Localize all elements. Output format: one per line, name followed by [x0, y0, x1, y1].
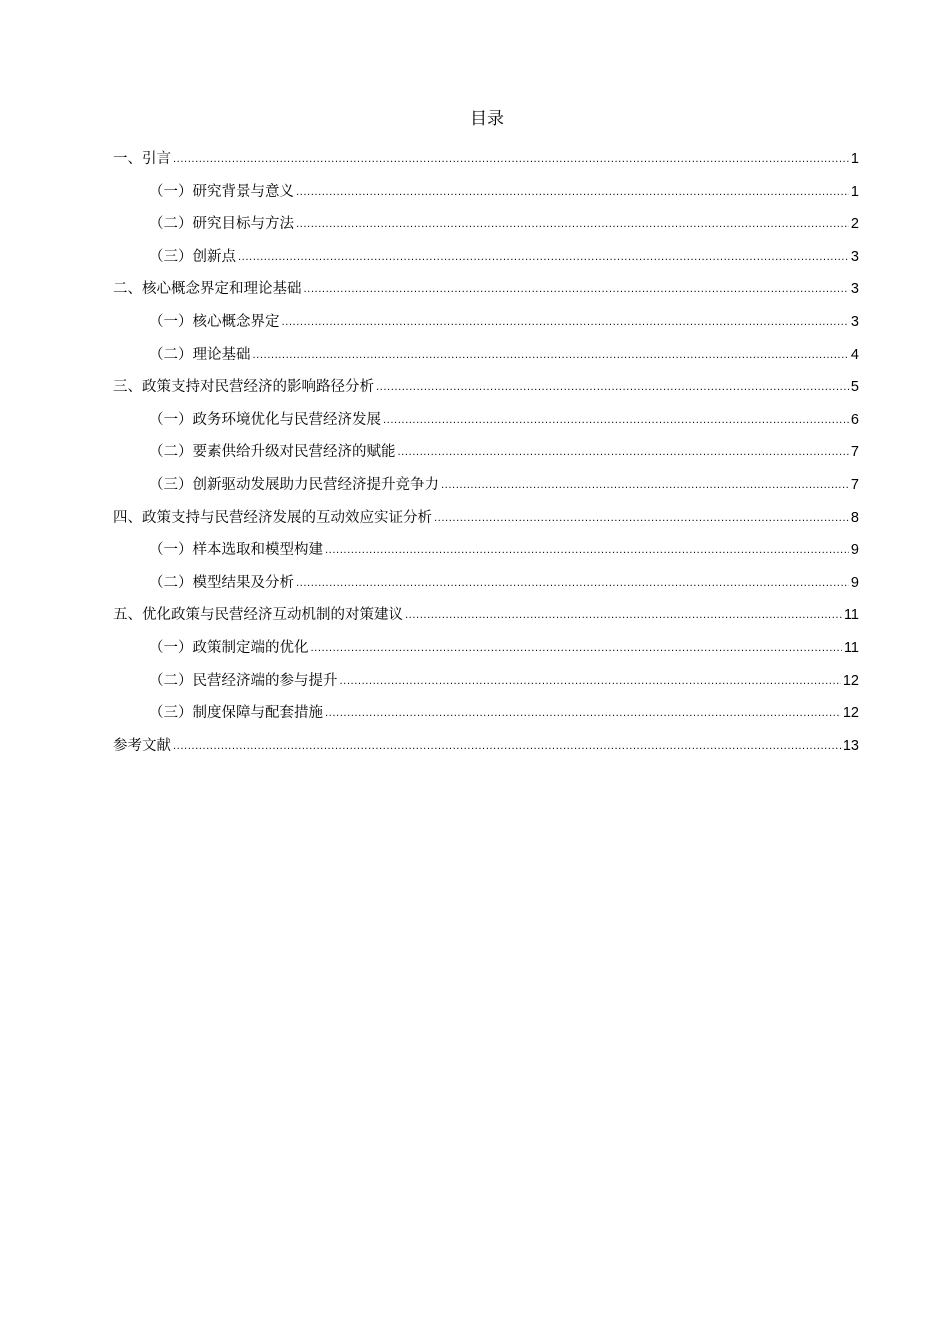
toc-entry-label: （一）样本选取和模型构建	[149, 542, 323, 559]
toc-entry[interactable]	[113, 567, 859, 600]
toc-entry-page: 12	[842, 705, 859, 722]
toc-entry-label: （二）民营经济端的参与提升	[149, 672, 338, 689]
toc-entry-label: 三、政策支持对民营经济的影响路径分析	[113, 379, 374, 396]
toc-dot-leader	[325, 698, 841, 731]
toc-entry[interactable]	[113, 697, 859, 730]
toc-entry-label: （三）制度保障与配套措施	[149, 705, 323, 722]
toc-entry[interactable]	[113, 665, 859, 698]
toc-entry-page: 11	[843, 639, 859, 656]
toc-entry-page: 7	[850, 476, 859, 493]
toc-entry-label: 参考文献	[113, 737, 171, 754]
toc-entry-page: 5	[850, 379, 859, 396]
toc-entry-label: （二）模型结果及分析	[149, 574, 294, 591]
toc-entry-label: （二）研究目标与方法	[149, 216, 294, 233]
toc-dot-leader	[238, 242, 849, 275]
toc-dot-leader	[311, 633, 842, 666]
toc-entry[interactable]	[113, 404, 859, 437]
toc-entry[interactable]	[113, 241, 859, 274]
toc-entry[interactable]	[113, 436, 859, 469]
toc-dot-leader	[434, 503, 849, 536]
toc-dot-leader	[173, 731, 841, 764]
toc-dot-leader	[173, 144, 849, 177]
toc-entry-page: 11	[843, 607, 859, 624]
toc-entry-label: （一）研究背景与意义	[149, 183, 294, 200]
toc-entry[interactable]	[113, 730, 859, 763]
toc-entry-page: 8	[850, 509, 859, 526]
toc-entry-label: （三）创新驱动发展助力民营经济提升竞争力	[149, 476, 439, 493]
toc-entry-page: 3	[850, 313, 859, 330]
toc-entry-page: 13	[842, 737, 859, 754]
toc-entry-label: 五、优化政策与民营经济互动机制的对策建议	[113, 607, 403, 624]
toc-dot-leader	[253, 340, 849, 373]
toc-dot-leader	[376, 372, 849, 405]
toc-entry[interactable]	[113, 143, 859, 176]
toc-entry-page: 12	[842, 672, 859, 689]
toc-list	[113, 143, 859, 762]
toc-entry-label: 二、核心概念界定和理论基础	[113, 281, 302, 298]
toc-entry-label: 一、引言	[113, 151, 171, 167]
toc-entry[interactable]	[113, 273, 859, 306]
toc-entry[interactable]	[113, 469, 859, 502]
toc-entry[interactable]	[113, 306, 859, 339]
toc-dot-leader	[282, 307, 849, 340]
toc-entry-page: 1	[850, 183, 859, 200]
toc-dot-leader	[296, 209, 849, 242]
toc-title: 目录	[470, 109, 504, 129]
toc-entry-label: 四、政策支持与民营经济发展的互动效应实证分析	[113, 509, 432, 526]
toc-entry-label: （一）核心概念界定	[149, 313, 280, 330]
toc-dot-leader	[383, 405, 849, 438]
toc-entry[interactable]	[113, 339, 859, 372]
toc-dot-leader	[405, 600, 842, 633]
toc-entry-page: 4	[850, 346, 859, 363]
toc-entry-page: 7	[850, 444, 859, 461]
toc-dot-leader	[398, 437, 849, 470]
toc-entry-page: 2	[850, 216, 859, 233]
toc-entry-page: 1	[850, 151, 859, 167]
toc-dot-leader	[304, 274, 849, 307]
toc-entry[interactable]	[113, 176, 859, 209]
toc-entry-label: （一）政策制定端的优化	[149, 639, 309, 656]
toc-dot-leader	[325, 535, 849, 568]
toc-entry[interactable]	[113, 534, 859, 567]
toc-entry-label: （一）政务环境优化与民营经济发展	[149, 411, 381, 428]
toc-entry[interactable]	[113, 371, 859, 404]
toc-entry-page: 6	[850, 411, 859, 428]
toc-entry[interactable]	[113, 599, 859, 632]
toc-dot-leader	[296, 568, 849, 601]
toc-entry[interactable]	[113, 632, 859, 665]
toc-entry-label: （三）创新点	[149, 248, 236, 265]
toc-dot-leader	[296, 177, 849, 210]
toc-entry-page: 9	[850, 574, 859, 591]
toc-dot-leader	[340, 666, 841, 699]
toc-dot-leader	[441, 470, 849, 503]
toc-entry-label: （二）理论基础	[149, 346, 251, 363]
toc-entry-page: 3	[850, 248, 859, 265]
toc-entry[interactable]	[113, 502, 859, 535]
toc-entry[interactable]	[113, 208, 859, 241]
toc-entry-page: 9	[850, 542, 859, 559]
toc-entry-label: （二）要素供给升级对民营经济的赋能	[149, 444, 396, 461]
toc-entry-page: 3	[850, 281, 859, 298]
